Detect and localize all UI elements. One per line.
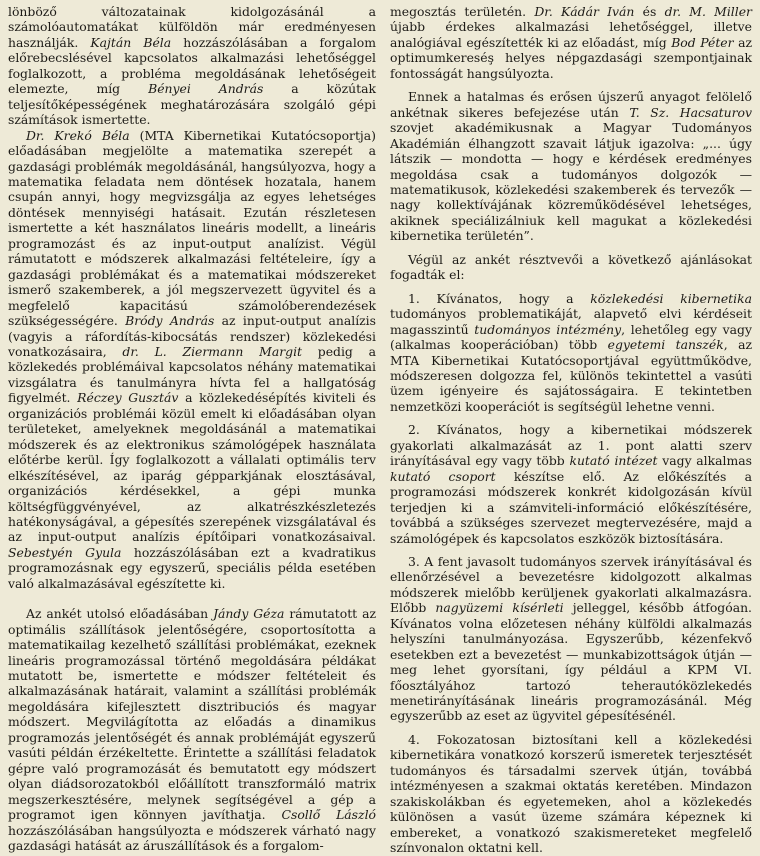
person-name: T. Sz. Hacsaturov <box>629 104 752 120</box>
person-name: nagyüzemi kísérleti <box>435 600 564 616</box>
paragraph: Dr. Krekó Béla (MTA Kibernetikai Kutatócsoportja) előadásában megjelölte a matematika szerepét a gazdasági problémák megoldásánál, hangsúlyozva, hogy a matematika feladata nem döntések hozatala, hanem csupán annyi, hogy megvizsgálja az egyes lehetséges döntések mennyiségi hatásait. Ezután részletesen ismertette a két használatos lineáris modellt, a lineáris programozást és az input-output analízist. Végül rámutatott e módszerek alkalmazási feltételeire, így a gazdasági problémákat és a matematikai módszereket ismerő szakemberek, a jól megszervezett ügyvitel és a megfelelő kapacitású számolóberendezések szükségességére. Bródy András az input-output analízis (vagyis a ráfordítás-kibocsátás rendszer) közlekedési vonatkozásaira, dr. L. Ziermann Margit pedig a közlekedés problémáival kapcsolatos néhány matematikai vizsgálatra és tanulmányra hívta fel a hallgatóság figyelmét. Réczey Gusztáv a közlekedésépítés kiviteli és organizációs problémái közül emelt ki előadásában olyan területeket, amelyeknek megoldásánál a matematikai módszerek és az elektronikus számológépek használata előtérbe kerül. Így foglalkozott a vállalati optimális terv elkészítésével, az iparág gépparkjának elosztásával, organizációs kérdésekkel, a gépi munka költségfüggvényével, az alkatrészkészletezés hatékonyságával, a gépesítés szerepének vizsgálatával és az input-output analízis építőipari vonatkozásaival. Sebestyén Gyula hozzászólásában ezt a kvadratikus programozásnak egy egyszerű, speciális példa esetében való alkalmazásával egészítette ki. <box>8 127 377 591</box>
person-name: Csollő László <box>281 807 376 823</box>
paragraph: Az ankét utolsó előadásában Jándy Géza rámutatott az optimális szállítások jelentőségére, csoportosította a matematikailag kezelhető szállítási problémákat, ezeknek lineáris programozással történő megoldására példákat mutatott be, ismertette e módszer feltételeit és alkalmazásának határait, valamint a szállítási problémák megoldására kifejlesztett disztribuciós és magyar módszert. Megvilágította az előadás a dinamikus programozás jelentőségét és annak problémáját egyszerű vasúti példán érzékeltette. Érintette a szállítási feladatok gépre való programozását és bemutatott egy módszert olyan diádsorozatokból előállított transzformáló matrix megszerkesztésére, melynek segítségével a gép a programot igen könnyen javíthatja. Csollő László hozzászólásában hangsúlyozta e módszerek várható nagy gazdasági hatását az áruszállítások és a forgalom- <box>8 606 376 854</box>
recommendation-1: 1. Kívánatos, hogy a közlekedési kibernetika tudományos problematikáját, alapvető elvi kérdéseit magasszintű tudományos intézmény, lehetőleg egy vagy (alkalmas kooperációban) több egyetemi tanszék, az MTA Kibernetikai Kutatócsoportjával együttműködve, módszeresen dolgozza fel, különös tekintettel a vasúti üzem igényeire és sajátosságaira. E tekintetben nemzetközi kooperációt is segítségül lehetne venni. <box>390 290 753 414</box>
paragraph: Végül az ankét résztvevői a következő ajánlásokat fogadták el: <box>390 251 752 283</box>
person-name: Bródy András <box>125 313 215 329</box>
person-name: Bényei András <box>148 81 264 97</box>
person-name: Dr. Krekó Béla <box>26 127 130 143</box>
person-name: Dr. Kádár Iván <box>534 4 635 19</box>
left-column <box>8 4 376 853</box>
recommendation-4: 4. Fokozatosan biztosítani kell a közlekedési kibernetikára vonatkozó korszerű ismeretek terjesztését tudományos és társadalmi szervek útján, továbbá intézményesen a szakmai oktatás keretében. Mindazon szakiskolákban és egyetemeken, ahol a közlekedés különösen a vasút üzeme számára képeznek ki embereket, a vonatkozó szakismereteket megfelelő színvonalon oktatni kell. <box>390 731 752 856</box>
person-name: tudományos intézmény <box>474 321 622 337</box>
person-name: Kajtán Béla <box>90 34 172 50</box>
person-name: Jándy Géza <box>213 606 285 622</box>
recommendation-3: 3. A fent javasolt tudományos szervek irányításával és ellenőrzésével a bevezetésre kidolgozott alkalmas módszerek mielőbb kerüljenek gyakorlati alkalmazásra. Előbb nagyüzemi kísérleti jelleggel, később átfogóan. Kívánatos volna előzetesen néhány külföldi alkalmazás helyszíni tanulmányozása. Egyszerűbb, kézenfekvő esetekben ezt a bevezetést — munkabizottságok útján — meg lehet gyorsítani, így például a KPM VI. főosztályához tartozó teherautóközlekedés menetirányításának lineáris programozásánál. Még egyszerűbb az eset az ügyvitel gépesítésénél. <box>390 553 753 724</box>
person-name: Sebestyén Gyula <box>8 544 122 560</box>
person-name: kutató csoport <box>390 468 496 484</box>
person-name: közlekedési kibernetika <box>590 290 752 306</box>
person-name: Bod Péter <box>671 34 734 50</box>
right-column <box>390 4 752 856</box>
person-name: dr. M. Miller <box>664 4 752 19</box>
paragraph: megosztás területén. Dr. Kádár Iván és dr. M. Miller újabb érdekes alkalmazási lehetőséggel, illetve analógiával egészítették ki az előadást, míg Bod Péter az optimumkereséş helyes népgazdasági szempontjainak fontosságát hangsúlyozta. <box>390 4 752 81</box>
person-name: egyetemi tanszék <box>607 337 724 353</box>
recommendation-2: 2. Kívánatos, hogy a kibernetikai módszerek gyakorlati alkalmazását az 1. pont alatti szerv irányításával egy vagy több kutató intézet vagy alkalmas kutató csoport készítse elő. Az előkészítés a programozási módszerek konkrét kidolgozásán kívül terjedjen ki a számviteli-információ előkészítésére, továbbá a szükséges szervezet megtervezésére, majd a számológépek és kapcsolatos eszközök biztosítására. <box>390 422 753 546</box>
person-name: Réczey Gusztáv <box>77 390 179 406</box>
person-name: dr. L. Ziermann Margit <box>122 343 303 359</box>
person-name: kutató intézet <box>569 453 658 469</box>
paragraph: lönböző változatainak kidolgozásánál a számolóautomatákat külföldön már eredményesen használják. Kajtán Béla hozzászólásában a forgalom előrebecslésével kapcsolatos alkalmazási lehetőséggel foglalkozott, a probléma megoldásának lehetőségeit elemezte, míg Bényei András a közútak teljesítőképességének meghatározására szolgáló gépi számítások ismertette. <box>8 4 376 128</box>
paragraph: Ennek a hatalmas és erősen újszerű anyagot felölelő ankétnak sikeres befejezése után T. Sz. Hacsaturov szovjet akadémikusnak a Magyar Tudományos Akadémián élhangzott szavait látjuk igazolva: „... úgy látszik — mondotta — hogy e kérdések eredményes megoldása csak a tudományos dolgozók — matematikusok, közlekedési szakemberek és tervezők — nagy kollektívájának közreműködésével lehetséges, akiknek speciálizálniuk kell magukat a közlekedési kibernetika területén”. <box>390 89 752 244</box>
